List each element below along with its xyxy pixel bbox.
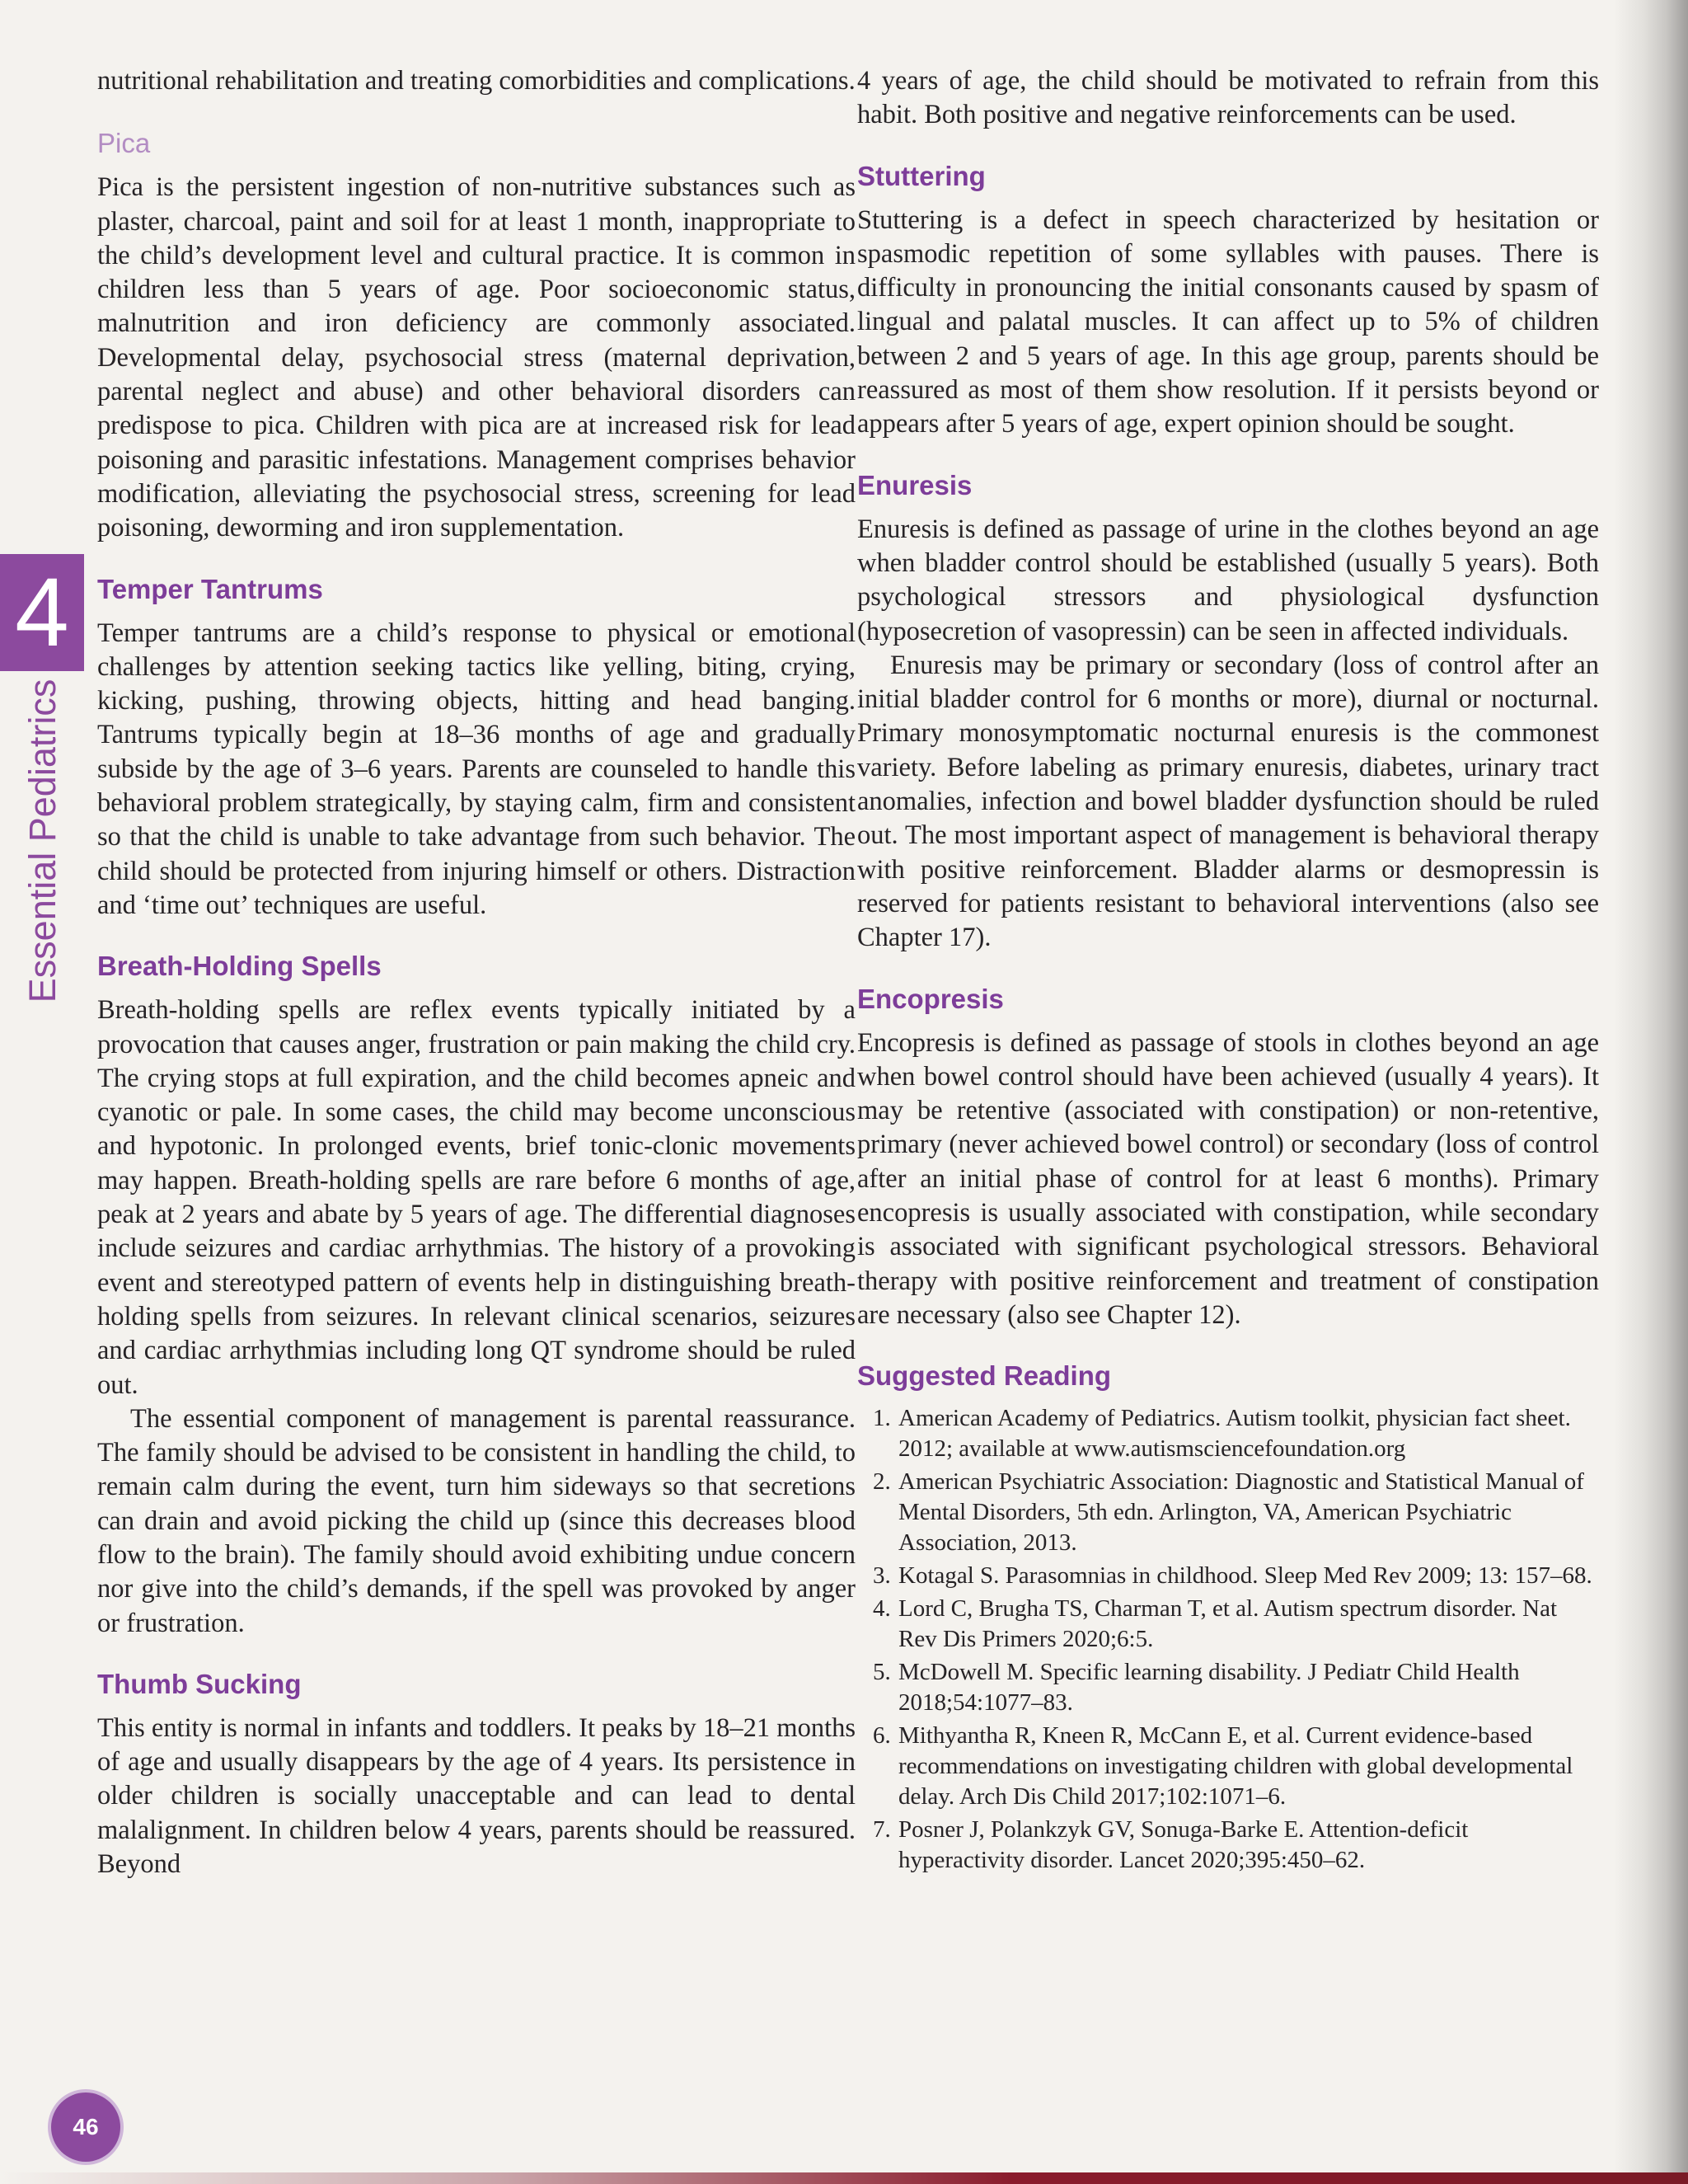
chapter-tab: 4: [0, 554, 84, 671]
enuresis-paragraph-1: Enuresis is defined as passage of urine in the clothes beyond an age when bladder control should be established (usually 5 years). Both psychological stressors and physiological dysfunction (hyposecretion of vasopressin) can be seen in affected individuals.: [857, 514, 1599, 646]
reference-item: 3. Kotagal S. Parasomnias in childhood. Sleep Med Rev 2009; 13: 157–68.: [897, 1561, 1599, 1591]
reference-item: 4. Lord C, Brugha TS, Charman T, et al. Autism spectrum disorder. Nat Rev Dis Primers 2020;6:5.: [897, 1594, 1599, 1655]
suggested-reading-heading: Suggested Reading: [857, 1360, 1112, 1392]
reference-item: 6. Mithyantha R, Kneen R, McCann E, et al. Current evidence-based recommendations on investigating children with global developmental delay. Arch Dis Child 2017;102:1071–6.: [897, 1721, 1599, 1812]
breath-holding-paragraph-2: The essential component of management is parental reassurance. The family should be advised to be consistent in handling the child, to remain calm during the event, turn him sideways so that secretions can drain and avoid picking the child up (since this decreases blood flow to the brain). The family should avoid exhibiting undue concern nor give into the child’s demands, if the spell was provoked by anger or frustration.: [97, 1403, 856, 1638]
stuttering-heading: Stuttering: [857, 160, 986, 191]
right-column: [857, 64, 1599, 1878]
encopresis-paragraph: Encopresis is defined as passage of stools in clothes beyond an age when bowel control should have been achieved (usually 4 years). It may be retentive (associated with constipation) or non-retentive, primary (never achieved bowel control) or secondary (loss of control after an initial phase of control for at least 6 months). Primary encopresis is usually associated with constipation, while secondary is associated with significant psychological stressors. Behavioral therapy with positive reinforcement and treatment of constipation are necessary (also see Chapter 12).: [857, 1027, 1599, 1330]
reference-item: 2. American Psychiatric Association: Diagnostic and Statistical Manual of Mental Disorders, 5th edn. Arlington, VA, American Psychiatric Association, 2013.: [897, 1467, 1599, 1558]
intro-continued-text: nutritional rehabilitation and treating comorbidities and complications.: [97, 66, 856, 96]
page-edge-shadow: [1614, 0, 1688, 2184]
thumb-sucking-heading: Thumb Sucking: [97, 1668, 302, 1699]
bottom-edge-strip: [0, 2172, 1688, 2184]
page-number-badge: 46: [51, 2092, 120, 2162]
left-column: [97, 64, 856, 1881]
stuttering-paragraph: Stuttering is a defect in speech characterized by hesitation or spasmodic repetition of some syllables with pauses. There is difficulty in pronouncing the initial consonants caused by spasm of lingual and palatal muscles. It can affect up to 5% of children between 2 and 5 years of age. In this age group, parents should be reassured as most of them show resolution. If it persists beyond or appears after 5 years of age, expert opinion should be sought.: [857, 204, 1599, 439]
thumb-sucking-paragraph: This entity is normal in infants and toddlers. It peaks by 18–21 months of age and usually disappears by the age of 4 years. Its persistence in older children is socially unacceptable and can lead to dental malalignment. In children below 4 years, parents should be reassured. Beyond: [97, 1712, 856, 1880]
enuresis-paragraph-2: Enuresis may be primary or secondary (loss of control after an initial bladder control for 6 months or more), diurnal or nocturnal. Primary monosymptomatic nocturnal enuresis is the commonest variety. Before labeling as primary enuresis, diabetes, urinary tract anomalies, infection and bowel bladder dysfunction should be ruled out. The most important aspect of management is behavioral therapy with positive reinforcement. Bladder alarms or desmopressin is reserved for patients resistant to behavioral interventions (also see Chapter 17).: [857, 650, 1599, 953]
book-title-vertical: Essential Pediatrics: [21, 679, 63, 1003]
encopresis-heading: Encopresis: [857, 983, 1004, 1014]
reference-item: 5. McDowell M. Specific learning disability. J Pediatr Child Health 2018;54:1077–83.: [897, 1657, 1599, 1718]
temper-tantrums-heading: Temper Tantrums: [97, 573, 323, 604]
reference-item: 7. Posner J, Polankzyk GV, Sonuga-Barke E. Attention-deficit hyperactivity disorder. Lancet 2020;395:450–62.: [897, 1815, 1599, 1876]
temper-tantrums-paragraph: Temper tantrums are a child’s response to physical or emotional challenges by attention seeking tactics like yelling, biting, crying, kicking, pushing, throwing objects, hitting and head banging. Tantrums typically begin at 18–36 months of age and gradually subside by the age of 3–6 years. Parents are counseled to handle this behavioral problem strategically, by staying calm, firm and consistent so that the child is unable to take advantage from such behavior. The child should be protected from injuring himself or others. Distraction and ‘time out’ techniques are useful.: [97, 618, 856, 920]
reference-list: [857, 1403, 1599, 1876]
reference-item: 1. American Academy of Pediatrics. Autism toolkit, physician fact sheet. 2012; available at www.autismsciencefoundation.org: [897, 1403, 1599, 1464]
breath-holding-paragraph-1: Breath-holding spells are reflex events typically initiated by a provocation that causes anger, frustration or pain making the child cry. The crying stops at full expiration, and the child becomes apneic and cyanotic or pale. In some cases, the child may become unconscious and hypotonic. In prolonged events, brief tonic-clonic movements may happen. Breath-holding spells are rare before 6 months of age, peak at 2 years and abate by 5 years of age. The differential diagnoses include seizures and cardiac arrhythmias. The history of a provoking event and stereotyped pattern of events help in distinguishing breath-holding spells from seizures. In relevant clinical scenarios, seizures and cardiac arrhythmias including long QT syndrome should be ruled out.: [97, 995, 856, 1400]
breath-holding-heading: Breath-Holding Spells: [97, 951, 382, 982]
enuresis-heading: Enuresis: [857, 469, 973, 500]
pica-heading: Pica: [97, 128, 151, 159]
pica-paragraph: Pica is the persistent ingestion of non-nutritive substances such as plaster, charcoal, paint and soil for at least 1 month, inappropriate to the child’s development level and cultural practice. It is common in children less than 5 years of age. Poor socioeconomic status, malnutrition and iron deficiency are commonly associated. Developmental delay, psychosocial stress (maternal deprivation, parental neglect and abuse) and other behavioral disorders can predispose to pica. Children with pica are at increased risk for lead poisoning and parasitic infestations. Management comprises behavior modification, alleviating the psychosocial stress, screening for lead poisoning, deworming and iron supplementation.: [97, 172, 856, 543]
thumb-sucking-continued-text: 4 years of age, the child should be motivated to refrain from this habit. Both positive and negative reinforcements can be used.: [857, 66, 1599, 130]
